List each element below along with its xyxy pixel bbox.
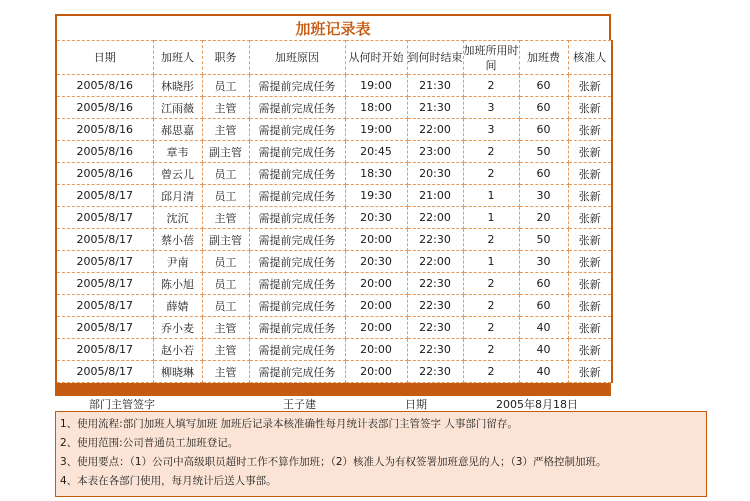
- cell-person: 尹南: [153, 251, 202, 273]
- cell-start: 20:00: [345, 317, 407, 339]
- col-header-hours: 加班所用时间: [463, 41, 519, 75]
- cell-person: 沈沉: [153, 207, 202, 229]
- cell-hours: 3: [463, 97, 519, 119]
- cell-approver: 张新: [568, 251, 612, 273]
- cell-start: 20:00: [345, 273, 407, 295]
- cell-person: 林晓彤: [153, 75, 202, 97]
- cell-pay: 30: [519, 185, 568, 207]
- cell-pay: 50: [519, 229, 568, 251]
- cell-hours: 1: [463, 251, 519, 273]
- cell-hours: 2: [463, 141, 519, 163]
- table-row: [56, 141, 612, 163]
- cell-reason: 需提前完成任务: [249, 75, 345, 97]
- signature-label: 部门主管签字: [89, 398, 155, 411]
- header-row: [56, 41, 612, 75]
- note-line: 3、使用要点：（1）公司中高级职员超时工作不算作加班；（2）核准人为有权签署加班意见的人；（3）严格控制加班。: [60, 456, 607, 468]
- cell-date: 2005/8/17: [56, 273, 153, 295]
- cell-end: 22:00: [407, 251, 463, 273]
- cell-reason: 需提前完成任务: [249, 207, 345, 229]
- cell-start: 19:00: [345, 75, 407, 97]
- cell-person: 蔡小蓓: [153, 229, 202, 251]
- table-row: [56, 185, 612, 207]
- cell-hours: 2: [463, 361, 519, 383]
- cell-reason: 需提前完成任务: [249, 185, 345, 207]
- cell-date: 2005/8/17: [56, 339, 153, 361]
- cell-end: 21:30: [407, 75, 463, 97]
- cell-person: 郝思嘉: [153, 119, 202, 141]
- cell-start: 19:00: [345, 119, 407, 141]
- cell-approver: 张新: [568, 207, 612, 229]
- sheet-title: 加班记录表: [55, 14, 611, 40]
- signature-name: 王子建: [283, 398, 316, 411]
- col-header-pay: 加班费: [519, 41, 568, 75]
- cell-reason: 需提前完成任务: [249, 273, 345, 295]
- table-row: [56, 317, 612, 339]
- cell-approver: 张新: [568, 295, 612, 317]
- col-header-position: 职务: [202, 41, 249, 75]
- cell-end: 22:00: [407, 119, 463, 141]
- cell-end: 21:00: [407, 185, 463, 207]
- cell-hours: 2: [463, 163, 519, 185]
- cell-start: 20:00: [345, 295, 407, 317]
- cell-date: 2005/8/17: [56, 207, 153, 229]
- table-row: [56, 361, 612, 383]
- table-row: [56, 97, 612, 119]
- cell-person: 曾云儿: [153, 163, 202, 185]
- cell-start: 20:00: [345, 339, 407, 361]
- date-value: 2005年8月18日: [496, 398, 578, 411]
- cell-approver: 张新: [568, 185, 612, 207]
- cell-position: 员工: [202, 251, 249, 273]
- cell-reason: 需提前完成任务: [249, 119, 345, 141]
- cell-pay: 60: [519, 273, 568, 295]
- cell-hours: 2: [463, 273, 519, 295]
- table-row: [56, 295, 612, 317]
- cell-approver: 张新: [568, 75, 612, 97]
- overtime-table: [55, 40, 613, 383]
- cell-pay: 60: [519, 119, 568, 141]
- cell-pay: 60: [519, 97, 568, 119]
- cell-pay: 60: [519, 163, 568, 185]
- cell-approver: 张新: [568, 273, 612, 295]
- cell-hours: 2: [463, 339, 519, 361]
- col-header-approver: 核准人: [568, 41, 612, 75]
- cell-date: 2005/8/17: [56, 295, 153, 317]
- cell-pay: 60: [519, 75, 568, 97]
- table-row: [56, 163, 612, 185]
- note-line: 2、使用范围:公司普通员工加班登记。: [60, 437, 239, 449]
- table-row: [56, 207, 612, 229]
- cell-position: 员工: [202, 185, 249, 207]
- cell-approver: 张新: [568, 317, 612, 339]
- cell-date: 2005/8/17: [56, 317, 153, 339]
- cell-end: 22:30: [407, 361, 463, 383]
- cell-position: 主管: [202, 119, 249, 141]
- cell-pay: 40: [519, 361, 568, 383]
- cell-hours: 2: [463, 229, 519, 251]
- cell-reason: 需提前完成任务: [249, 141, 345, 163]
- cell-date: 2005/8/17: [56, 251, 153, 273]
- table-footer-bar: [55, 383, 611, 396]
- cell-start: 20:00: [345, 361, 407, 383]
- cell-person: 江雨薇: [153, 97, 202, 119]
- cell-end: 22:30: [407, 273, 463, 295]
- cell-hours: 1: [463, 207, 519, 229]
- cell-approver: 张新: [568, 141, 612, 163]
- cell-date: 2005/8/17: [56, 229, 153, 251]
- cell-approver: 张新: [568, 119, 612, 141]
- cell-hours: 3: [463, 119, 519, 141]
- cell-start: 20:45: [345, 141, 407, 163]
- table-row: [56, 75, 612, 97]
- table-row: [56, 251, 612, 273]
- cell-pay: 50: [519, 141, 568, 163]
- cell-reason: 需提前完成任务: [249, 317, 345, 339]
- cell-reason: 需提前完成任务: [249, 229, 345, 251]
- cell-start: 20:30: [345, 251, 407, 273]
- col-header-reason: 加班原因: [249, 41, 345, 75]
- cell-end: 22:30: [407, 339, 463, 361]
- cell-date: 2005/8/16: [56, 141, 153, 163]
- table-row: [56, 229, 612, 251]
- cell-start: 18:30: [345, 163, 407, 185]
- cell-date: 2005/8/17: [56, 185, 153, 207]
- cell-position: 主管: [202, 339, 249, 361]
- cell-reason: 需提前完成任务: [249, 251, 345, 273]
- cell-reason: 需提前完成任务: [249, 361, 345, 383]
- cell-end: 21:30: [407, 97, 463, 119]
- cell-hours: 2: [463, 295, 519, 317]
- cell-date: 2005/8/16: [56, 163, 153, 185]
- table-row: [56, 119, 612, 141]
- cell-end: 23:00: [407, 141, 463, 163]
- cell-position: 副主管: [202, 229, 249, 251]
- cell-person: 赵小若: [153, 339, 202, 361]
- cell-pay: 40: [519, 317, 568, 339]
- table-row: [56, 339, 612, 361]
- cell-end: 22:30: [407, 317, 463, 339]
- cell-position: 副主管: [202, 141, 249, 163]
- cell-pay: 20: [519, 207, 568, 229]
- cell-approver: 张新: [568, 97, 612, 119]
- cell-reason: 需提前完成任务: [249, 163, 345, 185]
- cell-position: 员工: [202, 273, 249, 295]
- cell-date: 2005/8/16: [56, 75, 153, 97]
- date-label: 日期: [405, 398, 427, 411]
- cell-person: 乔小麦: [153, 317, 202, 339]
- cell-approver: 张新: [568, 163, 612, 185]
- cell-date: 2005/8/17: [56, 361, 153, 383]
- cell-reason: 需提前完成任务: [249, 97, 345, 119]
- note-line: 1、使用流程:部门加班人填写加班 加班后记录本核准确性每月统计表部门主管签字 人事部门留存。: [60, 418, 518, 430]
- cell-end: 22:30: [407, 229, 463, 251]
- cell-end: 20:30: [407, 163, 463, 185]
- cell-start: 19:30: [345, 185, 407, 207]
- cell-reason: 需提前完成任务: [249, 339, 345, 361]
- overtime-sheet: [55, 14, 611, 396]
- col-header-end: 到何时结束: [407, 41, 463, 75]
- cell-position: 主管: [202, 317, 249, 339]
- cell-start: 20:30: [345, 207, 407, 229]
- cell-position: 主管: [202, 97, 249, 119]
- table-row: [56, 273, 612, 295]
- cell-reason: 需提前完成任务: [249, 295, 345, 317]
- usage-notes: [55, 411, 707, 497]
- cell-start: 18:00: [345, 97, 407, 119]
- cell-end: 22:00: [407, 207, 463, 229]
- cell-date: 2005/8/16: [56, 97, 153, 119]
- cell-position: 主管: [202, 207, 249, 229]
- cell-person: 章韦: [153, 141, 202, 163]
- cell-start: 20:00: [345, 229, 407, 251]
- cell-hours: 1: [463, 185, 519, 207]
- cell-hours: 2: [463, 75, 519, 97]
- cell-person: 薛婧: [153, 295, 202, 317]
- cell-position: 员工: [202, 163, 249, 185]
- cell-hours: 2: [463, 317, 519, 339]
- cell-pay: 30: [519, 251, 568, 273]
- cell-pay: 40: [519, 339, 568, 361]
- cell-person: 邱月清: [153, 185, 202, 207]
- cell-position: 主管: [202, 361, 249, 383]
- cell-approver: 张新: [568, 339, 612, 361]
- col-header-date: 日期: [56, 41, 153, 75]
- cell-position: 员工: [202, 295, 249, 317]
- signature-row: [55, 396, 611, 410]
- cell-approver: 张新: [568, 361, 612, 383]
- cell-end: 22:30: [407, 295, 463, 317]
- col-header-start: 从何时开始: [345, 41, 407, 75]
- note-line: 4、本表在各部门使用，每月统计后送人事部。: [60, 475, 277, 487]
- cell-person: 陈小旭: [153, 273, 202, 295]
- cell-pay: 60: [519, 295, 568, 317]
- cell-approver: 张新: [568, 229, 612, 251]
- cell-position: 员工: [202, 75, 249, 97]
- cell-person: 柳晓琳: [153, 361, 202, 383]
- cell-date: 2005/8/16: [56, 119, 153, 141]
- col-header-person: 加班人: [153, 41, 202, 75]
